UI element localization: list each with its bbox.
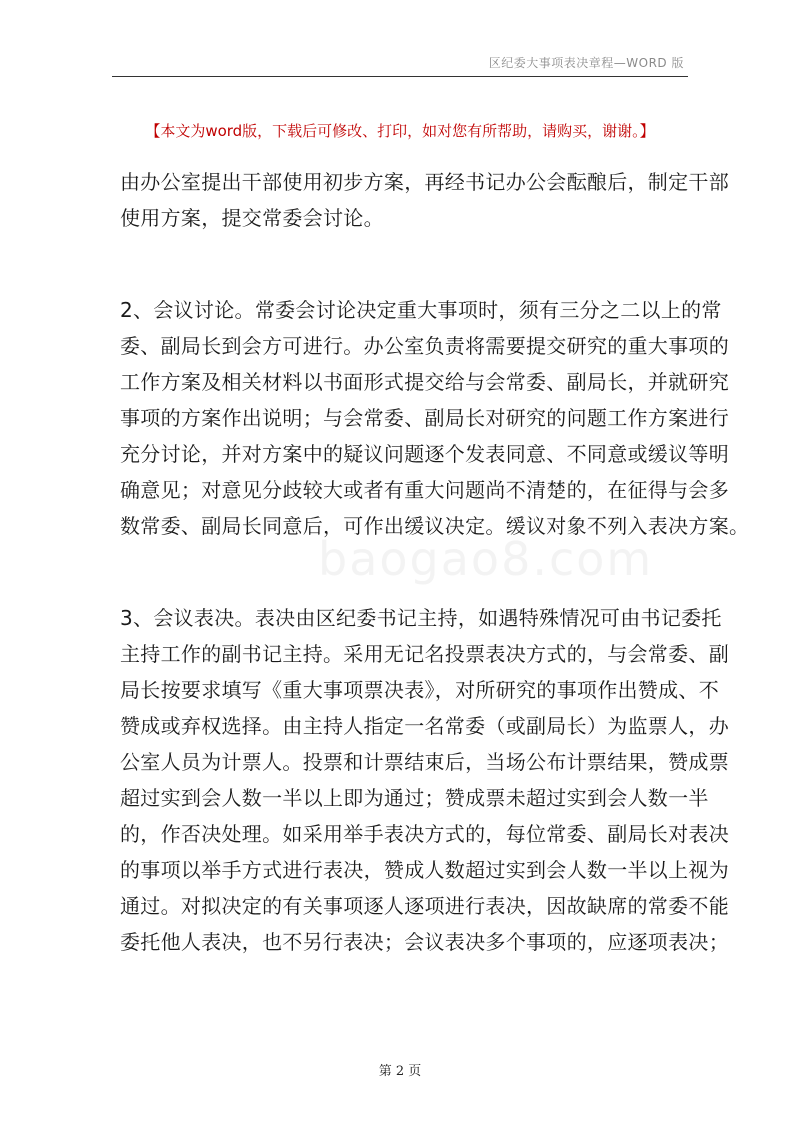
- document-body: [120, 164, 750, 960]
- watermark: baogao8.com: [318, 532, 654, 586]
- paragraph-1: [120, 164, 729, 236]
- text-line: 委、副局长到会方可进行。办公室负责将需要提交研究的重大事项的: [120, 334, 729, 358]
- text-line: 使用方案，提交常委会讨论。: [120, 206, 384, 230]
- text-line: 确意见；对意见分歧较大或者有重大问题尚不清楚的，在征得与会多: [120, 478, 729, 502]
- paragraph-3: [120, 600, 729, 960]
- header-title: 区纪委大事项表决章程—WORD 版: [488, 56, 684, 70]
- text-line: 局长按要求填写《重大事项票决表》，对所研究的事项作出赞成、不: [120, 678, 719, 702]
- text-line: 数常委、副局长同意后，可作出缓议决定。缓议对象不列入表决方案。: [120, 514, 750, 538]
- text-line: 超过实到会人数一半以上即为通过；赞成票未超过实到会人数一半: [120, 786, 709, 810]
- text-line: 赞成或弃权选择。由主持人指定一名常委（或副局长）为监票人，办: [120, 714, 729, 738]
- text-line: 的事项以举手方式进行表决，赞成人数超过实到会人数一半以上视为: [120, 858, 729, 882]
- page-number: 第 2 页: [378, 1064, 422, 1079]
- text-line: 委托他人表决，也不另行表决；会议表决多个事项的，应逐项表决；: [120, 930, 729, 954]
- page-header: [112, 52, 688, 77]
- text-line: 2、会议讨论。常委会讨论决定重大事项时，须有三分之二以上的常: [120, 298, 722, 322]
- text-line: 工作方案及相关材料以书面形式提交给与会常委、副局长，并就研究: [120, 370, 729, 394]
- text-line: 由办公室提出干部使用初步方案，再经书记办公会酝酿后，制定干部: [120, 170, 729, 194]
- paragraph-2: [120, 292, 750, 544]
- text-line: 3、会议表决。表决由区纪委书记主持，如遇特殊情况可由书记委托: [120, 606, 722, 630]
- purchase-notice: 【本文为word版，下载后可修改、打印，如对您有所帮助，请购买，谢谢。】: [145, 122, 655, 140]
- text-line: 公室人员为计票人。投票和计票结束后，当场公布计票结果，赞成票: [120, 750, 729, 774]
- text-line: 的，作否决处理。如采用举手表决方式的，每位常委、副局长对表决: [120, 822, 729, 846]
- text-line: 主持工作的副书记主持。采用无记名投票表决方式的，与会常委、副: [120, 642, 729, 666]
- text-line: 通过。对拟决定的有关事项逐人逐项进行表决，因故缺席的常委不能: [120, 894, 729, 918]
- text-line: 事项的方案作出说明；与会常委、副局长对研究的问题工作方案进行: [120, 406, 729, 430]
- text-line: 充分讨论，并对方案中的疑议问题逐个发表同意、不同意或缓议等明: [120, 442, 729, 466]
